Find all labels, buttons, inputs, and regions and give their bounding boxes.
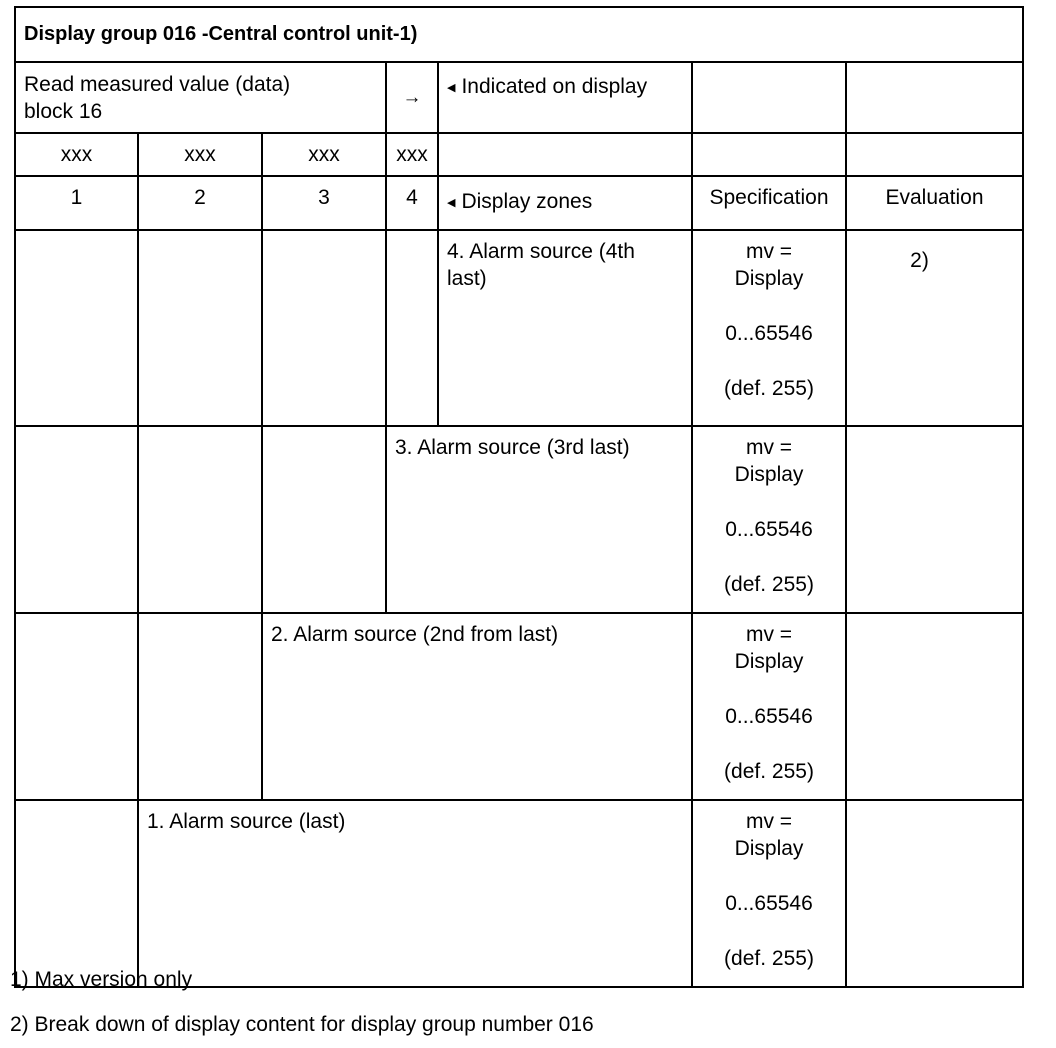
triangle-left-icon: ◀	[447, 197, 456, 209]
spec-default: (def. 255)	[724, 760, 814, 783]
triangle-left-icon: ◀	[447, 82, 456, 94]
read-label-line2: block 16	[24, 100, 103, 123]
spec-mv: mv =	[745, 240, 793, 263]
arrow-icon: →	[386, 62, 438, 133]
footnotes	[10, 966, 594, 1038]
zone-number-2: 2	[138, 176, 262, 230]
empty-cell	[138, 613, 262, 800]
spec-mv: mv =	[745, 436, 793, 459]
specification-cell	[692, 426, 846, 613]
empty-cell	[138, 426, 262, 613]
spec-range: 0...65546	[725, 322, 813, 345]
spec-mv: mv =	[745, 810, 793, 833]
alarm-source-4	[438, 230, 692, 426]
empty-cell	[262, 230, 386, 426]
read-label-line1: Read measured value (data)	[24, 73, 291, 96]
read-measured-value-label	[15, 62, 386, 133]
spec-display: Display	[734, 837, 804, 860]
empty-cell	[15, 426, 138, 613]
evaluation-cell	[846, 800, 1023, 987]
empty-cell	[846, 62, 1023, 133]
table-title: Display group 016 -Central control unit-1)	[15, 7, 1023, 62]
evaluation-header: Evaluation	[846, 176, 1023, 230]
spec-display: Display	[734, 267, 804, 290]
specification-cell	[692, 230, 846, 426]
specification-header: Specification	[692, 176, 846, 230]
evaluation-cell	[846, 613, 1023, 800]
empty-cell	[15, 230, 138, 426]
footnote-2: 2) Break down of display content for display group number 016	[10, 1013, 594, 1036]
spec-range: 0...65546	[725, 892, 813, 915]
spec-range: 0...65546	[725, 705, 813, 728]
empty-cell	[692, 62, 846, 133]
evaluation-cell	[846, 426, 1023, 613]
spec-display: Display	[734, 650, 804, 673]
spec-range: 0...65546	[725, 518, 813, 541]
xxx-cell-3: xxx	[262, 133, 386, 176]
alarm-source-3: 3. Alarm source (3rd last)	[386, 426, 692, 613]
empty-cell	[138, 230, 262, 426]
zone-number-4: 4	[386, 176, 438, 230]
alarm-source-4-line1: 4. Alarm source (4th	[447, 240, 635, 263]
alarm-source-4-line2: last)	[447, 267, 487, 290]
xxx-cell-2: xxx	[138, 133, 262, 176]
evaluation-cell: 2)	[846, 230, 1023, 426]
xxx-cell-1: xxx	[15, 133, 138, 176]
spec-default: (def. 255)	[724, 947, 814, 970]
empty-cell	[846, 133, 1023, 176]
display-zones-label	[438, 176, 692, 230]
empty-cell	[692, 133, 846, 176]
spec-display: Display	[734, 463, 804, 486]
display-zones-text: Display zones	[461, 190, 593, 213]
empty-cell	[386, 230, 438, 426]
zone-number-3: 3	[262, 176, 386, 230]
empty-cell	[15, 613, 138, 800]
empty-cell	[262, 426, 386, 613]
indicated-on-display	[438, 62, 692, 133]
empty-cell	[15, 800, 138, 987]
footnote-1: 1) Max version only	[10, 968, 193, 991]
display-group-table	[14, 6, 1024, 988]
zone-number-1: 1	[15, 176, 138, 230]
indicated-label: Indicated on display	[461, 75, 648, 98]
xxx-cell-4: xxx	[386, 133, 438, 176]
spec-mv: mv =	[745, 623, 793, 646]
alarm-source-2: 2. Alarm source (2nd from last)	[262, 613, 692, 800]
spec-default: (def. 255)	[724, 573, 814, 596]
empty-cell	[438, 133, 692, 176]
specification-cell	[692, 800, 846, 987]
spec-default: (def. 255)	[724, 377, 814, 400]
alarm-source-1: 1. Alarm source (last)	[138, 800, 692, 987]
specification-cell	[692, 613, 846, 800]
